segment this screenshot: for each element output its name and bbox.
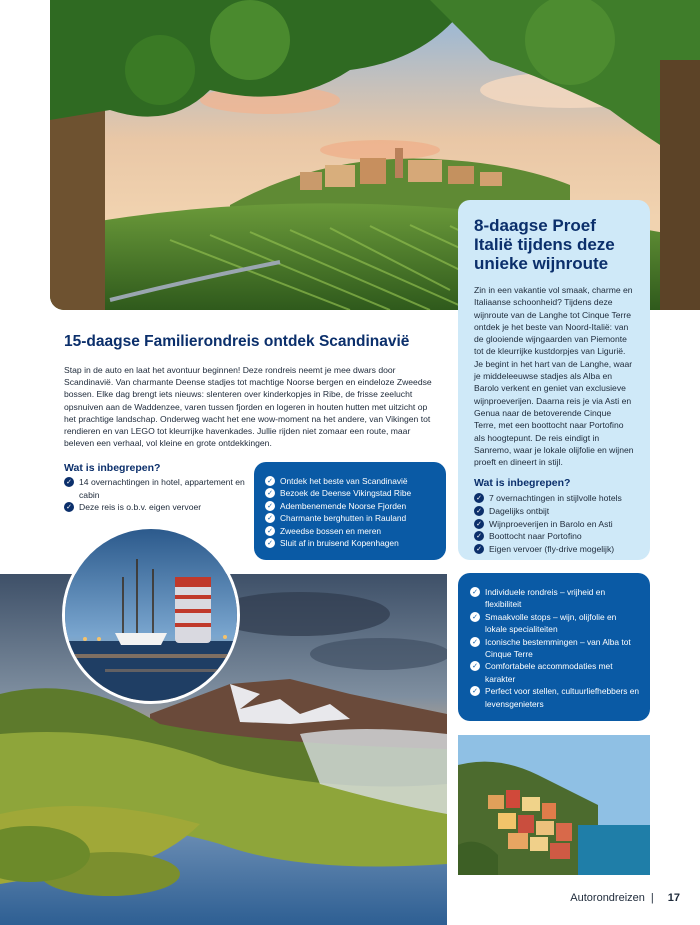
check-circle-icon: ✓ [265,501,275,511]
check-circle-icon: ✓ [470,587,480,597]
check-circle-icon: ✓ [470,612,480,622]
footer-separator: | [650,892,654,904]
included-item-text: 14 overnachtingen in hotel, appartement en cabin [79,477,245,500]
italy-tour-title: 8-daagse Proef Italië tijdens deze unieke wijnroute [474,216,615,273]
scandinavia-tour-title: 15-daagse Familierondreis ontdek Scandinavië [64,333,410,350]
included-item-text: Wijnproeverijen in Barolo en Asti [489,518,613,529]
list-item [474,505,635,518]
check-circle-icon: ✓ [474,531,484,541]
cinque-terre-photo [458,735,650,875]
list-item [265,487,436,499]
check-circle-icon: ✓ [64,502,74,512]
scandinavia-included-list [64,476,254,514]
list-item [474,543,635,556]
check-circle-icon: ✓ [474,544,484,554]
scandinavia-tour-description: Stap in de auto en laat het avontuur beginnen! Deze rondreis neemt je mee dwars door Scandinavië. Van charmante Deense stadjes tot machtige Noorse bergen en eindeloze Zweedse bossen. Elke dag brengt iets nieuws: slenteren over kinderkopjes in Ribe, de frisse zeelucht opsnuiven aan de Waddenzee, varen tussen fjorden en logeren in houten hutten met uitzicht op het prachtige landschap. Onderweg wacht het ene wow-moment na het andere, van Vikingen tot rendieren en van LEGO tot kleurrijke havenkades. Jullie rijden niet zomaar een route, maar beleven een verhaal, vol kleine en grote ontdekkingen. [64,365,432,449]
included-item-text: Boottocht naar Portofino [489,531,582,542]
feature-text: Perfect voor stellen, cultuurliefhebbers en levensgenieters [485,686,640,709]
included-item-text: Deze reis is o.b.v. eigen vervoer [79,502,202,513]
highlight-text: Charmante berghutten in Rauland [280,513,407,524]
list-item [470,586,640,611]
page-number: 17 [667,892,680,904]
italy-tour-panel [458,200,650,560]
check-circle-icon: ✓ [265,526,275,536]
italy-features-list [470,586,640,710]
check-circle-icon: ✓ [265,538,275,548]
feature-text: Smaakvolle stops – wijn, olijfolie en lokale specialiteiten [485,611,617,635]
italy-tour-description: Zin in een vakantie vol smaak, charme en Italiaanse schoonheid? Tijdens deze wijnroute van de Langhe tot Cinque Terre ontdek je het beste van Noord-Italië: van de glooiende wijngaarden van Piemonte tot de kleurrijke kustdorpjes van Liguriё. Je begint in het hart van de Langhe, waar je middeleeuwse stadjes als Alba en Barolo verkent en geniet van exclusieve wijnproeverijen. Daarna reis je via Asti en Genua naar de betoverende Cinque Terre, met een boottocht naar Portofino als hoogtepunt. De reis eindigt in Sanremo, waar je lokale olijfolie en wijnen proeft en dineert in stijl. [474,285,634,468]
list-item [265,537,436,549]
highlight-text: Ontdek het beste van Scandinavië [280,476,408,486]
list-item [470,685,640,710]
list-item [470,611,640,636]
included-item-text: Eigen vervoer (fly-drive mogelijk) [489,543,615,554]
list-item [265,525,436,537]
check-circle-icon: ✓ [265,476,275,486]
highlight-text: Bezoek de Deense Vikingstad Ribe [280,488,412,499]
list-item [470,636,640,661]
highlight-text: Sluit af in bruisend Kopenhagen [280,538,399,549]
italy-included-heading: Wat is inbegrepen? [474,477,571,490]
list-item [265,512,436,524]
scandinavia-included [64,462,254,514]
check-circle-icon: ✓ [265,513,275,523]
page-footer [570,892,680,904]
check-circle-icon: ✓ [470,661,480,671]
check-circle-icon: ✓ [474,506,484,516]
list-item [64,476,254,501]
footer-section-label: Autorondreizen [570,892,645,904]
gothenburg-harbour-photo [62,526,240,704]
scandinavia-highlights-list [265,475,436,549]
check-circle-icon: ✓ [470,686,480,696]
list-item [470,660,640,685]
list-item [265,475,436,487]
scandinavia-included-heading: Wat is inbegrepen? [64,462,161,474]
feature-text: Individuele rondreis – vrijheid en flexibiliteit [485,587,606,610]
check-circle-icon: ✓ [265,488,275,498]
italy-included-list [474,492,635,555]
scandinavia-highlights-panel [254,462,446,560]
check-circle-icon: ✓ [474,519,484,529]
feature-text: Comfortabele accommodaties met karakter [485,661,613,684]
check-circle-icon: ✓ [64,477,74,487]
included-item-text: 7 overnachtingen in stijlvolle hotels [489,493,622,504]
italy-features-panel [458,573,650,721]
list-item [64,501,254,514]
check-circle-icon: ✓ [474,493,484,503]
list-item [474,492,635,505]
feature-text: Iconische bestemmingen – van Alba tot Cinque Terre [485,636,631,660]
highlight-text: Zweedse bossen en meren [280,525,382,536]
list-item [265,500,436,512]
included-item-text: Dagelijks ontbijt [489,506,550,517]
highlight-text: Adembenemende Noorse Fjorden [280,500,407,511]
list-item [474,530,635,543]
list-item [474,518,635,531]
check-circle-icon: ✓ [470,637,480,647]
